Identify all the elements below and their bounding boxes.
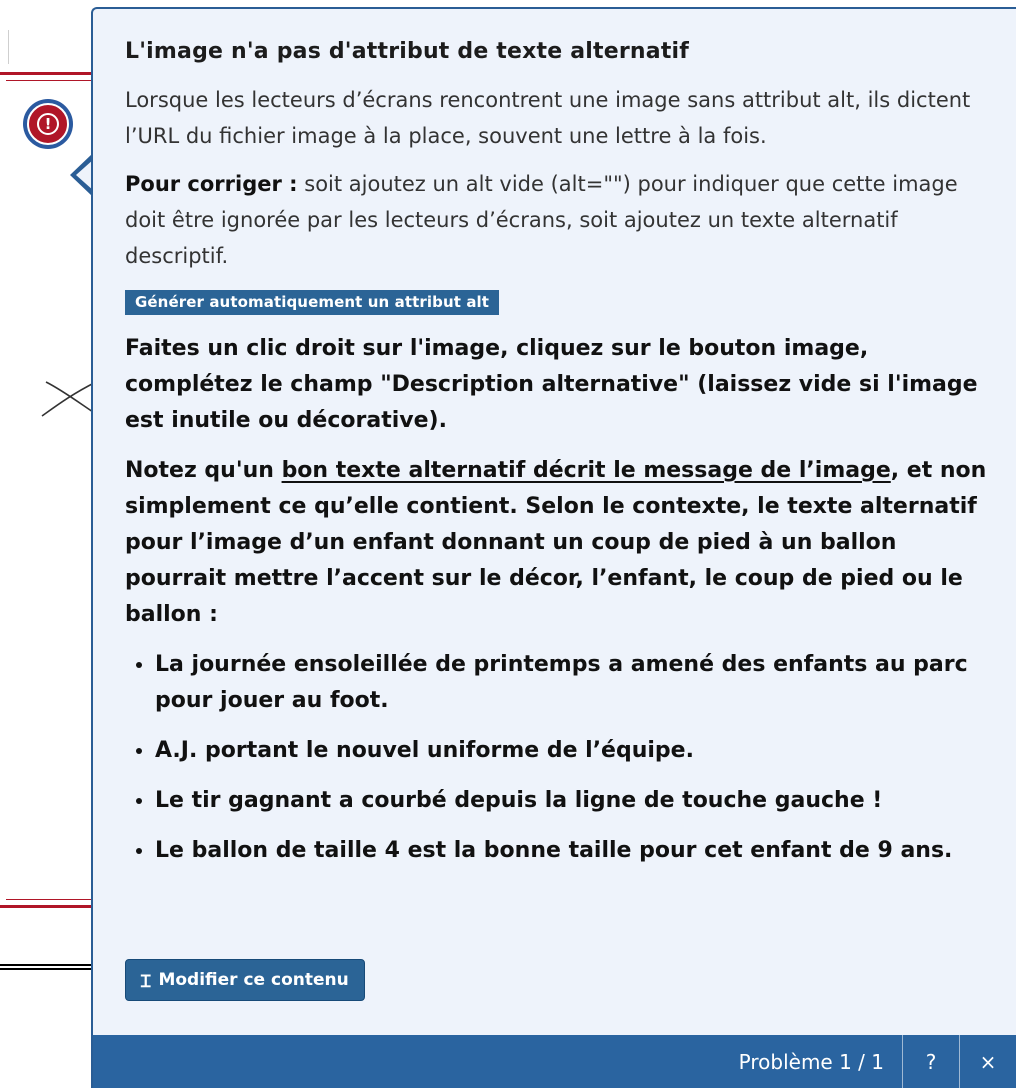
note-suffix: , et non simplement ce qu’elle contient. Selon le contexte, le texte alternatif pour l’image d’un enfant donnant un coup de pied à un ballon pourrait mettre l’accent sur le décor, l’enfant, le coup de pied ou le ballon : — [125, 458, 987, 627]
page-divider — [8, 30, 9, 64]
list-item: • A.J. portant le nouvel uniforme de l’équipe. — [155, 733, 995, 769]
generate-alt-button[interactable]: Générer automatiquement un attribut alt — [125, 290, 499, 315]
broken-image-icon — [38, 372, 98, 426]
alt-text-note — [125, 453, 995, 633]
alert-symbol: ! — [37, 113, 59, 135]
alert-icon — [27, 103, 69, 145]
help-button[interactable]: ? — [902, 1035, 959, 1088]
alt-text-examples — [125, 647, 995, 869]
issue-description: Lorsque les lecteurs d’écrans rencontrent une image sans attribut alt, ils dictent l’URL du fichier image à la place, souvent une lettre à la fois. — [125, 88, 971, 148]
fix-label: Pour corriger : — [125, 172, 298, 196]
horizontal-rule — [0, 964, 100, 970]
issue-counter: Problème 1 / 1 — [738, 1049, 884, 1074]
fix-text: soit ajoutez un alt vide (alt="") pour indiquer que cette image doit être ignorée par les lecteurs d’écrans, soit ajoutez un texte alternatif descriptif. — [125, 172, 958, 268]
edit-content-button[interactable] — [125, 959, 365, 1001]
tooltip-footer — [93, 1035, 1016, 1088]
note-prefix: Notez qu'un — [125, 458, 282, 483]
accessibility-tooltip — [91, 7, 1016, 1088]
tooltip-title: L'image n'a pas d'attribut de texte alternatif — [125, 39, 690, 64]
close-button[interactable]: × — [959, 1035, 1016, 1088]
fix-instructions — [125, 166, 995, 274]
list-item: • La journée ensoleillée de printemps a amené des enfants au parc pour jouer au foot. — [155, 647, 995, 719]
list-item: • Le ballon de taille 4 est la bonne taille pour cet enfant de 9 ans. — [155, 833, 995, 869]
edit-instructions: Faites un clic droit sur l'image, cliquez sur le bouton image, complétez le champ "Description alternative" (laissez vide si l'image est inutile ou décorative). — [125, 336, 978, 433]
edit-content-label: Modifier ce contenu — [158, 970, 349, 990]
text-cursor-icon: Ɪ — [141, 971, 151, 992]
tooltip-body — [125, 39, 995, 883]
list-item: • Le tir gagnant a courbé depuis la ligne de touche gauche ! — [155, 783, 995, 819]
error-badge[interactable] — [23, 99, 73, 149]
good-alt-text-link[interactable]: bon texte alternatif décrit le message de l’image — [281, 458, 891, 483]
